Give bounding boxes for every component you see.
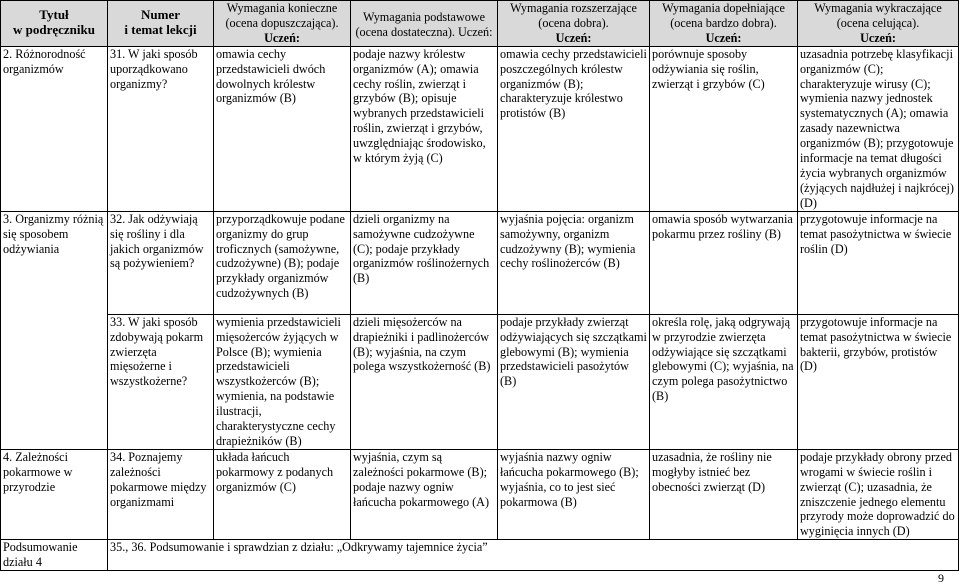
lesson-cell: 33. W jaki sposób zdobywają pokarm zwierzęta mięsożerne i wszystkożerne? — [108, 314, 214, 449]
requirement-cell: przygotowuje informacje na temat pasożytnictwa w świecie bakterii, grzybów, protistów (D) — [798, 314, 959, 449]
table-row — [1, 314, 959, 449]
table-row — [1, 211, 959, 314]
header-dopelniajace-cell: Wymagania dopełniające (ocena bardzo dobra). Uczeń: — [650, 1, 798, 47]
requirement-cell: uzasadnia, że rośliny nie mogłyby istnieć bez obecności zwierząt (D) — [650, 449, 798, 539]
requirement-cell: przygotowuje informacje na temat pasożytnictwa w świecie roślin (D) — [798, 211, 959, 314]
requirement-cell: podaje przykłady obrony przed wrogami w świecie roślin i zwierząt (C); uzasadnia, że zniszczenie jednego elementu przyrody może doprowadzić do wyginięcia innych (D) — [798, 449, 959, 539]
header-lesson-cell: Numer i temat lekcji — [108, 1, 214, 47]
requirement-cell: uzasadnia potrzebę klasyfikacji organizmów (C); charakteryzuje wirusy (C); wymienia nazwy jednostek systematycznych (A); omawia zasady nazewnictwa organizmów (B); przygotowuje informacje na temat długości życia wybranych organizmów (żyjących najdłużej i najkrócej) (D) — [798, 46, 959, 211]
header-title-cell: Tytuł w podręczniku — [1, 1, 108, 47]
header-podstawowe-cell: Wymagania podstawowe (ocena dostateczna). Uczeń: — [351, 1, 498, 47]
requirement-cell: dzieli organizmy na samożywne cudzożywne (C); podaje przykłady organizmów roślinożernych (B) — [351, 211, 498, 314]
requirement-cell: układa łańcuch pokarmowy z podanych organizmów (C) — [214, 449, 351, 539]
section-title-cell: 4. Zależności pokarmowe w przyrodzie — [1, 449, 108, 539]
header-konieczne-cell: Wymagania konieczne (ocena dopuszczająca). Uczeń: — [214, 1, 351, 47]
requirement-cell: wyjaśnia pojęcia: organizm samożywny, organizm cudzożywny (B); wymienia cechy roślinożerców (B) — [498, 211, 650, 314]
requirement-cell: przyporządkowuje podane organizmy do grup troficznych (samożywne, cudzożywne) (B); podaje przykłady organizmów cudzożywnych (B) — [214, 211, 351, 314]
requirement-cell: omawia sposób wytwarzania pokarmu przez rośliny (B) — [650, 211, 798, 314]
section-title-cell: 3. Organizmy różnią się sposobem odżywiania — [1, 211, 108, 449]
lesson-cell: 32. Jak odżywiają się rośliny i dla jakich organizmów są pożywieniem? — [108, 211, 214, 314]
summary-lesson-cell: 35., 36. Podsumowanie i sprawdzian z działu: „Odkrywamy tajemnice życia” — [108, 540, 959, 571]
header-wykraczajace-cell: Wymagania wykraczające (ocena celująca). Uczeń: — [798, 1, 959, 47]
requirement-cell: porównuje sposoby odżywiania się roślin, zwierząt i grzybów (C) — [650, 46, 798, 211]
requirement-cell: dzieli mięsożerców na drapieżniki i padlinożerców (B); wyjaśnia, na czym polega wszystkożerność (B) — [351, 314, 498, 449]
requirement-cell: podaje nazwy królestw organizmów (A); omawia cechy roślin, zwierząt i grzybów (B); opisuje wybranych przedstawicieli roślin, zwierząt i grzybów, uwzględniając środowisko, w którym żyją (C) — [351, 46, 498, 211]
table-row — [1, 46, 959, 211]
lesson-cell: 34. Poznajemy zależności pokarmowe między organizmami — [108, 449, 214, 539]
requirement-cell: omawia cechy przedstawicieli dwóch dowolnych królestw organizmów (B) — [214, 46, 351, 211]
requirement-cell: omawia cechy przedstawicieli poszczególnych królestw organizmów (B); charakteryzuje królestwo protistów (B) — [498, 46, 650, 211]
requirement-cell: wyjaśnia nazwy ogniw łańcucha pokarmowego (B); wyjaśnia, co to jest sieć pokarmowa (B) — [498, 449, 650, 539]
section-title-cell: 2. Różnorodność organizmów — [1, 46, 108, 211]
page-number: 9 — [938, 571, 944, 585]
requirement-cell: wymienia przedstawicieli mięsożerców żyjących w Polsce (B); wymienia przedstawicieli wszystkożerców (B); wymienia, na podstawie ilustracji, charakterystyczne cechy drapieżników (B) — [214, 314, 351, 449]
lesson-cell: 31. W jaki sposób uporządkowano organizmy? — [108, 46, 214, 211]
table-row — [1, 449, 959, 539]
header-row — [1, 1, 959, 47]
requirement-cell: podaje przykłady zwierząt odżywiających się szczątkami glebowymi (B); wymienia przedstawicieli pasożytów (B) — [498, 314, 650, 449]
header-rozszerzajace-cell: Wymagania rozszerzające (ocena dobra). Uczeń: — [498, 1, 650, 47]
table-row — [1, 540, 959, 571]
requirement-cell: określa rolę, jaką odgrywają w przyrodzie zwierzęta odżywiające się szczątkami glebowymi (C); wyjaśnia, na czym polega pasożytnictwo (B) — [650, 314, 798, 449]
requirement-cell: wyjaśnia, czym są zależności pokarmowe (B); podaje nazwy ogniw łańcucha pokarmowego (A) — [351, 449, 498, 539]
section-title-cell: Podsumowanie działu 4 — [1, 540, 108, 571]
